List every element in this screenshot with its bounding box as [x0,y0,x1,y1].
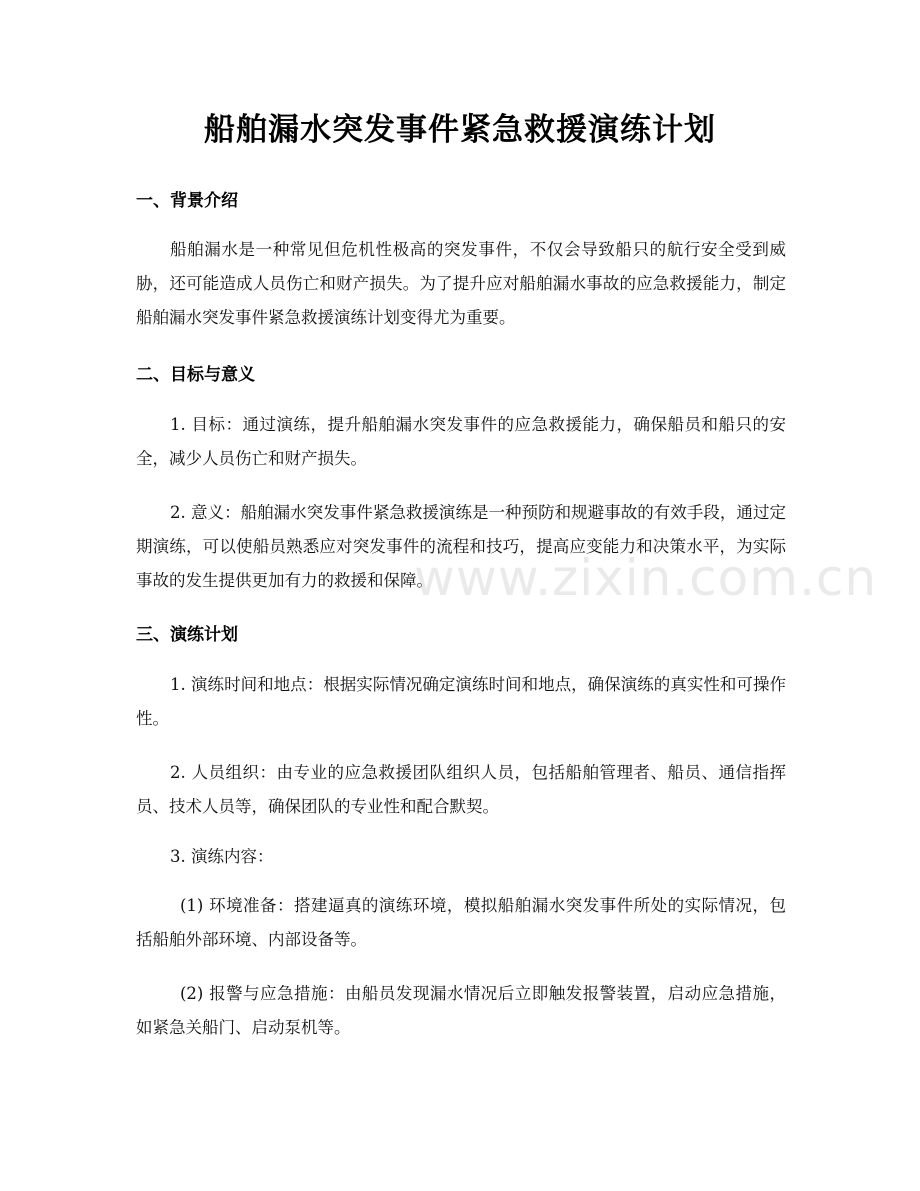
goals-item-2: 2. 意义：船舶漏水突发事件紧急救援演练是一种预防和规避事故的有效手段，通过定期演练，可以使船员熟悉应对突发事件的流程和技巧，提高应变能力和决策水平，为实际事故的发生提供更加有力的救援和保障。 [136,503,786,590]
section-heading-background: 一、背景介绍 [136,191,238,211]
plan-subitem-1: (1) 环境准备：搭建逼真的演练环境，模拟船舶漏水突发事件所处的实际情况，包括船舶外部环境、内部设备等。 [136,896,786,949]
watermark: www.zixin.com.cn [414,549,878,607]
goals-item-1: 1. 目标：通过演练，提升船舶漏水突发事件的应急救援能力，确保船员和船只的安全，减少人员伤亡和财产损失。 [136,415,786,468]
background-paragraph: 船舶漏水是一种常见但危机性极高的突发事件，不仅会导致船只的航行安全受到威胁，还可能造成人员伤亡和财产损失。为了提升应对船舶漏水事故的应急救援能力，制定船舶漏水突发事件紧急救援演练计划变得尤为重要。 [136,240,786,327]
section-heading-goals: 二、目标与意义 [136,365,255,385]
plan-item-1: 1. 演练时间和地点：根据实际情况确定演练时间和地点，确保演练的真实性和可操作性。 [136,675,786,728]
plan-item-2: 2. 人员组织：由专业的应急救援团队组织人员，包括船舶管理者、船员、通信指挥员、技术人员等，确保团队的专业性和配合默契。 [136,763,786,816]
plan-item-3: 3. 演练内容： [170,847,274,866]
document-title: 船舶漏水突发事件紧急救援演练计划 [204,112,716,148]
plan-subitem-2: (2) 报警与应急措施：由船员发现漏水情况后立即触发报警装置，启动应急措施，如紧急关船门、启动泵机等。 [136,984,786,1037]
section-heading-plan: 三、演练计划 [136,625,238,645]
